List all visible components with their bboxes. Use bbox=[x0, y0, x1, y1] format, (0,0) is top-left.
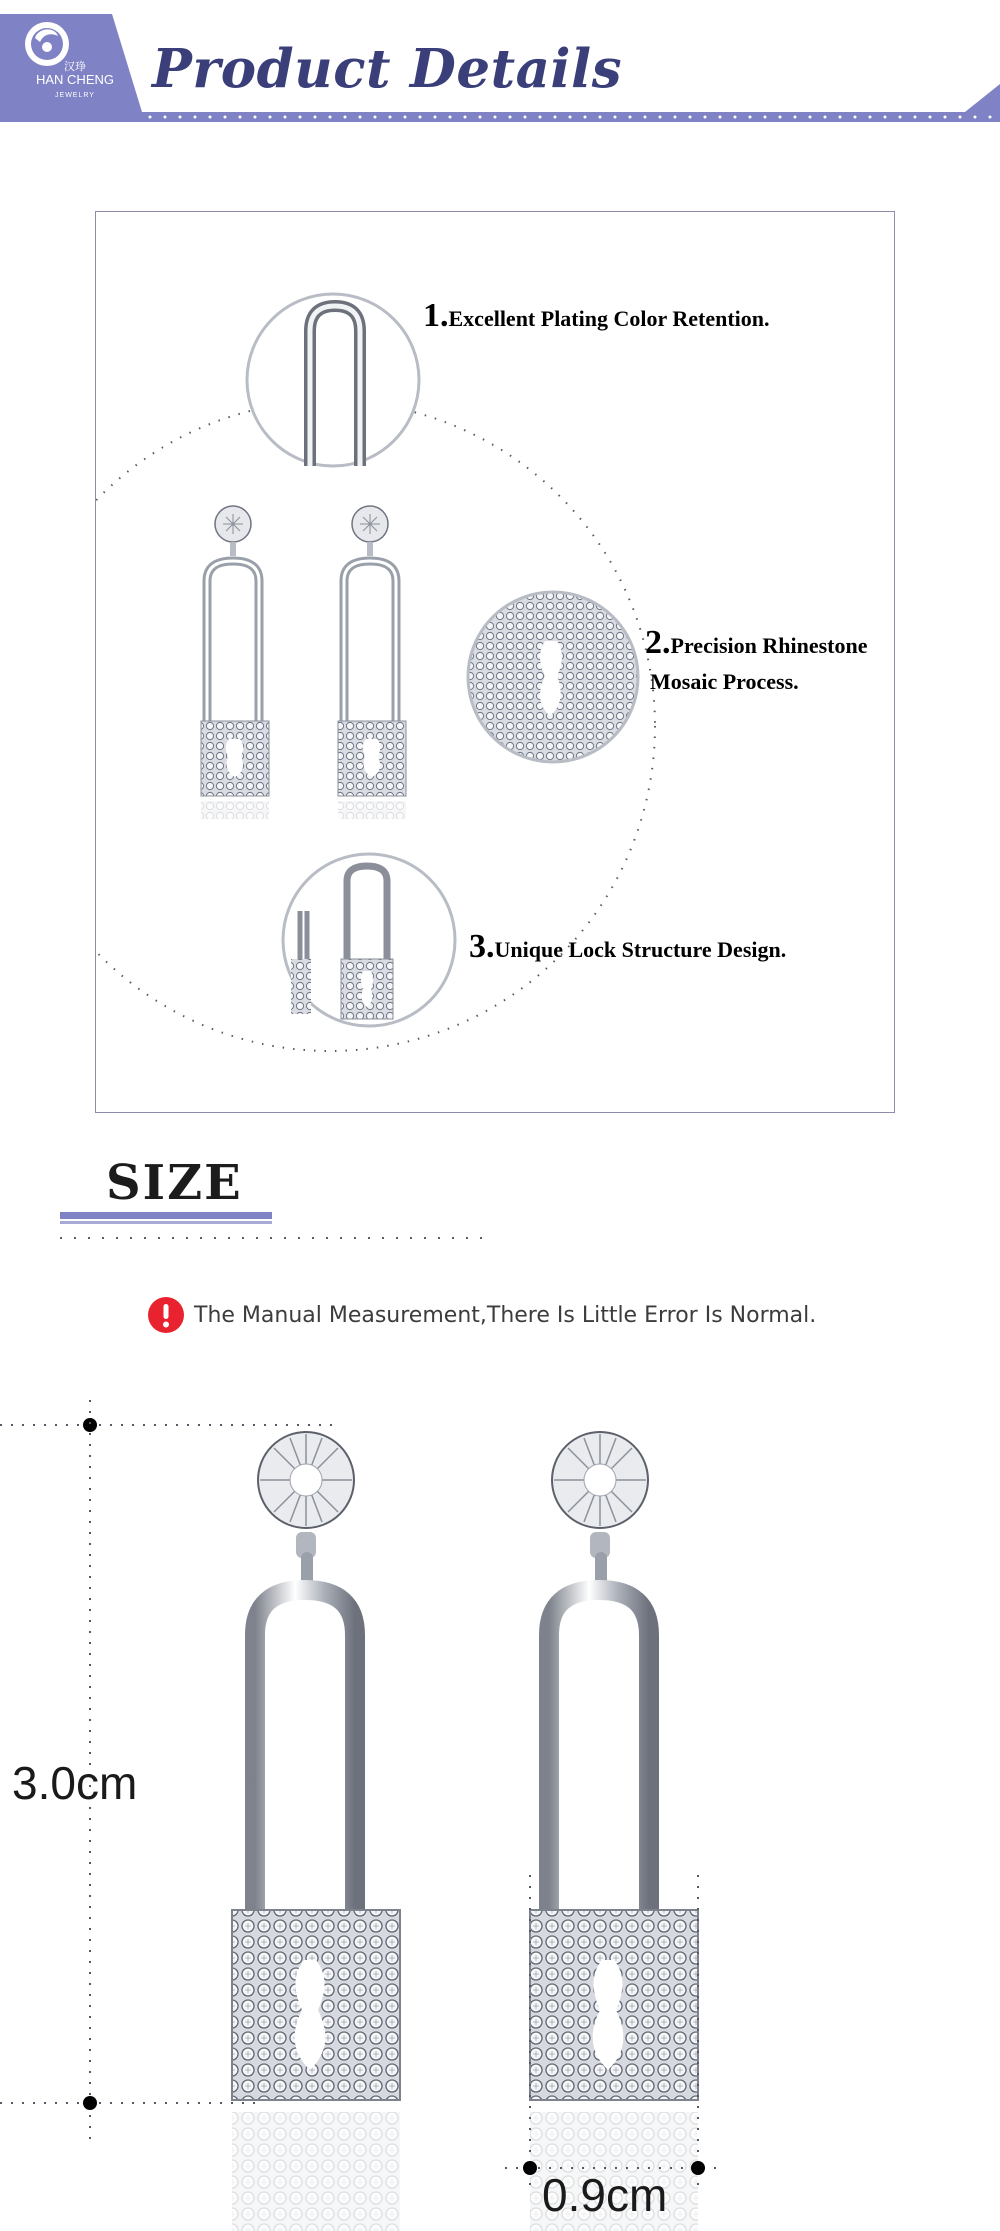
earring-large-left-image bbox=[232, 1432, 400, 2231]
feature-2-number: 2. bbox=[645, 624, 671, 661]
feature-2-label bbox=[645, 626, 867, 698]
warning-icon bbox=[148, 1297, 184, 1333]
brand-tagline: JEWELRY bbox=[55, 92, 95, 99]
measurement-note-text: The Manual Measurement,There Is Little Error Is Normal. bbox=[194, 1302, 817, 1328]
feature-1-text: Excellent Plating Color Retention. bbox=[448, 306, 770, 331]
earring-large-right-image bbox=[530, 1432, 698, 2231]
brand-name-text: HAN CHENG bbox=[35, 72, 114, 87]
feature-2-text-line1: Precision Rhinestone bbox=[670, 633, 868, 658]
detail-rhinestone-image bbox=[468, 592, 638, 762]
size-measurement-illustration bbox=[0, 1390, 1000, 2231]
brand-chinese-name: 汉琤 bbox=[64, 60, 86, 73]
measurement-note bbox=[148, 1296, 816, 1334]
earring-right-image bbox=[338, 506, 406, 819]
feature-3-number: 3. bbox=[469, 928, 495, 965]
feature-3-label bbox=[469, 928, 786, 966]
earring-left-image bbox=[201, 506, 269, 819]
feature-1-label bbox=[423, 297, 770, 335]
detail-plating-image bbox=[247, 294, 419, 466]
detail-lock-image bbox=[283, 854, 455, 1026]
brand-name bbox=[0, 72, 150, 104]
page-title: Product Details bbox=[152, 38, 623, 100]
size-dotted-divider bbox=[60, 1236, 490, 1240]
feature-1-number: 1. bbox=[423, 297, 449, 334]
size-heading-underline bbox=[60, 1212, 272, 1224]
height-measurement-label: 3.0cm bbox=[12, 1757, 138, 1809]
feature-2-text-line2: Mosaic Process. bbox=[650, 669, 799, 694]
feature-3-text: Unique Lock Structure Design. bbox=[494, 937, 787, 962]
width-measurement-label: 0.9cm bbox=[542, 2169, 668, 2221]
size-heading: SIZE bbox=[106, 1155, 243, 1211]
